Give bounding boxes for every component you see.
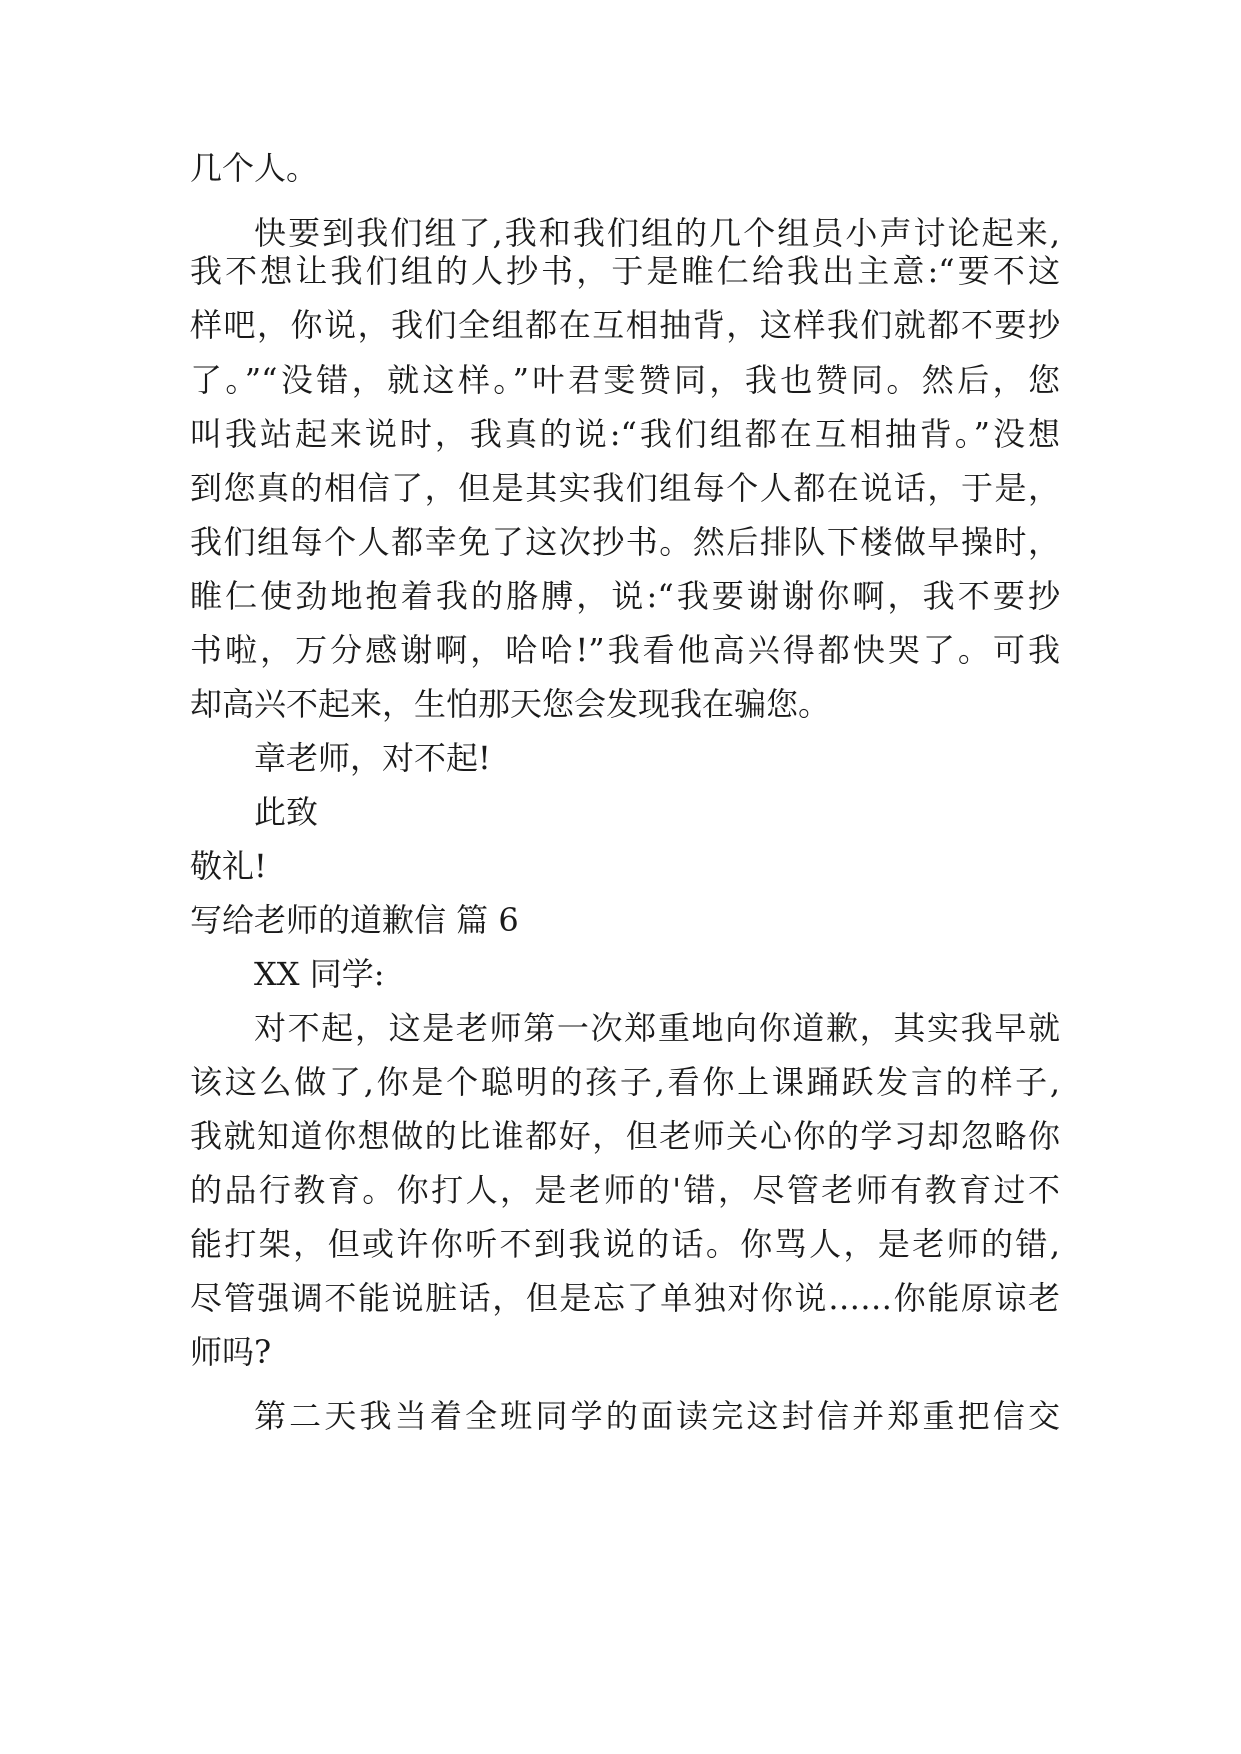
text-line: 该这么做了,你是个聪明的孩子,看你上课踊跃发言的样子, (190, 1063, 1060, 1101)
closing-salutation: 此致 (254, 793, 319, 831)
text-line: 尽管强调不能说脏话，但是忘了单独对你说……你能原谅老 (190, 1279, 1060, 1317)
text-line: 师吗? (190, 1333, 272, 1371)
text-line: 书啦，万分感谢啊，哈哈!”我看他高兴得都快哭了。可我 (190, 631, 1060, 669)
text-line: 几个人。 (190, 149, 319, 187)
text-line: 我们组每个人都幸免了这次抄书。然后排队下楼做早操时， (190, 523, 1060, 561)
text-line: 样吧，你说，我们全组都在互相抽背，这样我们就都不要抄 (190, 306, 1060, 344)
text-line: 我不想让我们组的人抄书，于是睢仁给我出主意:“要不这 (190, 252, 1060, 290)
text-line: 到您真的相信了，但是其实我们组每个人都在说话，于是， (190, 469, 1060, 507)
text-line: 叫我站起来说时，我真的说:“我们组都在互相抽背。”没想 (190, 415, 1060, 453)
text-line: 的品行教育。你打人，是老师的'错，尽管老师有教育过不 (190, 1171, 1060, 1209)
paragraph-first-line: 对不起，这是老师第一次郑重地向你道歉，其实我早就 (254, 1009, 1060, 1047)
paragraph-first-line: 第二天我当着全班同学的面读完这封信并郑重把信交 (254, 1397, 1060, 1435)
text-line: 能打架，但或许你听不到我说的话。你骂人，是老师的错, (190, 1225, 1060, 1263)
closing-regards: 敬礼! (190, 847, 267, 885)
section-heading: 写给老师的道歉信 篇 6 (190, 901, 519, 939)
paragraph-first-line: 快要到我们组了,我和我们组的几个组员小声讨论起来, (254, 214, 1060, 252)
apology-line: 章老师，对不起! (254, 739, 491, 777)
letter-greeting: XX 同学: (254, 955, 385, 993)
text-line: 我就知道你想做的比谁都好，但老师关心你的学习却忽略你 (190, 1117, 1060, 1155)
text-line: 却高兴不起来，生怕那天您会发现我在骗您。 (190, 685, 831, 723)
text-line: 了。”“没错，就这样。”叶君雯赞同，我也赞同。然后，您 (190, 361, 1060, 399)
text-line: 睢仁使劲地抱着我的胳膊，说:“我要谢谢你啊，我不要抄 (190, 577, 1060, 615)
